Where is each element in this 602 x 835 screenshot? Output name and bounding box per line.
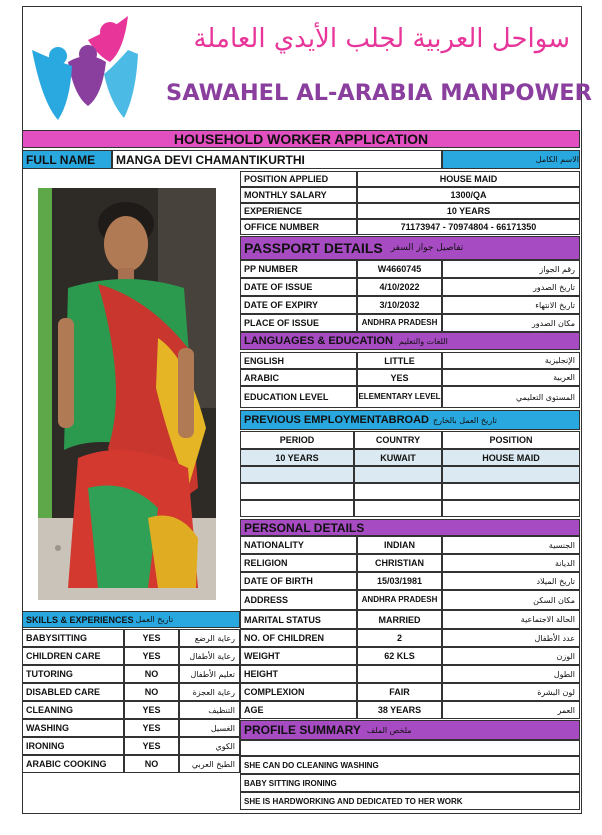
weight-label: WEIGHT bbox=[240, 647, 357, 665]
company-english-name: SAWAHEL AL-ARABIA MANPOWER bbox=[166, 80, 592, 106]
employment-empty-row bbox=[240, 500, 354, 517]
salary-label: MONTHLY SALARY bbox=[240, 187, 357, 203]
experience-value: 10 YEARS bbox=[357, 203, 580, 219]
weight-value: 62 KLS bbox=[357, 647, 442, 665]
employment-empty-row bbox=[442, 500, 580, 517]
employment-empty-row bbox=[240, 483, 354, 500]
religion-arabic: الديانة bbox=[442, 554, 580, 572]
profile-line: BABY SITTING IRONING bbox=[240, 774, 580, 792]
religion-value: CHRISTIAN bbox=[357, 554, 442, 572]
washing-label: WASHING bbox=[22, 719, 124, 737]
personal-heading: PERSONAL DETAILS bbox=[240, 519, 580, 536]
arabic-cooking-arabic: الطبخ العربي bbox=[179, 755, 240, 773]
tutoring-arabic: تعليم الأطفال bbox=[179, 665, 240, 683]
washing-arabic: الغسيل bbox=[179, 719, 240, 737]
skills-heading-text: SKILLS & EXPERIENCES bbox=[26, 614, 134, 625]
age-label: AGE bbox=[240, 701, 357, 719]
childcare-label: CHILDREN CARE bbox=[22, 647, 124, 665]
position-value: HOUSE MAID bbox=[357, 171, 580, 187]
employment-row-country: KUWAIT bbox=[354, 449, 442, 466]
passport-heading bbox=[240, 236, 580, 260]
skills-heading bbox=[22, 611, 240, 628]
arabic-cooking-label: ARABIC COOKING bbox=[22, 755, 124, 773]
issue-place-value: ANDHRA PRADESH bbox=[357, 314, 442, 332]
pp-number-label: PP NUMBER bbox=[240, 260, 357, 278]
address-arabic: مكان السكن bbox=[442, 590, 580, 610]
children-arabic: عدد الأطفال bbox=[442, 629, 580, 647]
employment-empty-row bbox=[240, 466, 354, 483]
languages-heading-arabic: اللغات والتعليم bbox=[398, 336, 448, 346]
profile-heading-arabic: ملخص الملف bbox=[366, 725, 412, 735]
nationality-arabic: الجنسية bbox=[442, 536, 580, 554]
address-value: ANDHRA PRADESH bbox=[357, 590, 442, 610]
profile-line: SHE CAN DO CLEANING WASHING bbox=[240, 756, 580, 774]
employment-row-position: HOUSE MAID bbox=[442, 449, 580, 466]
address-label: ADDRESS bbox=[240, 590, 357, 610]
education-value: ELEMENTARY LEVEL bbox=[357, 386, 442, 408]
office-number-label: OFFICE NUMBER bbox=[240, 219, 357, 235]
religion-label: RELIGION bbox=[240, 554, 357, 572]
complexion-label: COMPLEXION bbox=[240, 683, 357, 701]
arabic-value: YES bbox=[357, 369, 442, 386]
children-label: NO. OF CHILDREN bbox=[240, 629, 357, 647]
disabled-care-label: DISABLED CARE bbox=[22, 683, 124, 701]
issue-place-label: PLACE OF ISSUE bbox=[240, 314, 357, 332]
office-number-value: 71173947 - 70974804 - 66171350 bbox=[357, 219, 580, 235]
childcare-arabic: رعاية الأطفال bbox=[179, 647, 240, 665]
babysitting-label: BABYSITTING bbox=[22, 629, 124, 647]
arabic-cooking-value: NO bbox=[124, 755, 179, 773]
dob-arabic: تاريخ الميلاد bbox=[442, 572, 580, 590]
education-arabic: المستوى التعليمي bbox=[442, 386, 580, 408]
passport-heading-text: PASSPORT DETAILS bbox=[244, 240, 383, 256]
height-label: HEIGHT bbox=[240, 665, 357, 683]
expiry-date-value: 3/10/2032 bbox=[357, 296, 442, 314]
height-arabic: الطول bbox=[442, 665, 580, 683]
employment-heading bbox=[240, 410, 580, 430]
employment-heading-arabic: تاريخ العمل بالخارج bbox=[432, 415, 497, 425]
disabled-care-arabic: رعاية العجزة bbox=[179, 683, 240, 701]
profile-spacer bbox=[240, 740, 580, 756]
arabic-label: ARABIC bbox=[240, 369, 357, 386]
dob-value: 15/03/1981 bbox=[357, 572, 442, 590]
tutoring-value: NO bbox=[124, 665, 179, 683]
childcare-value: YES bbox=[124, 647, 179, 665]
weight-arabic: الوزن bbox=[442, 647, 580, 665]
children-value: 2 bbox=[357, 629, 442, 647]
cleaning-arabic: التنظيف bbox=[179, 701, 240, 719]
age-value: 38 YEARS bbox=[357, 701, 442, 719]
company-arabic-name: سواحل العربية لجلب الأيدي العاملة bbox=[193, 24, 570, 54]
issue-date-arabic: تاريخ الصدور bbox=[442, 278, 580, 296]
full-name-arabic: الاسم الكامل bbox=[442, 150, 580, 169]
employment-empty-row bbox=[442, 466, 580, 483]
employment-col-country: COUNTRY bbox=[354, 431, 442, 449]
complexion-value: FAIR bbox=[357, 683, 442, 701]
languages-heading-text: LANGUAGES & EDUCATION bbox=[244, 335, 393, 347]
employment-row-period: 10 YEARS bbox=[240, 449, 354, 466]
employment-empty-row bbox=[354, 483, 442, 500]
form-title: HOUSEHOLD WORKER APPLICATION bbox=[22, 130, 580, 148]
experience-label: EXPERIENCE bbox=[240, 203, 357, 219]
employment-empty-row bbox=[442, 483, 580, 500]
employment-col-period: PERIOD bbox=[240, 431, 354, 449]
pp-number-value: W4660745 bbox=[357, 260, 442, 278]
english-arabic: الإنجليزية bbox=[442, 352, 580, 369]
skills-heading-arabic: تاريخ العمل bbox=[135, 615, 174, 624]
position-label: POSITION APPLIED bbox=[240, 171, 357, 187]
washing-value: YES bbox=[124, 719, 179, 737]
nationality-value: INDIAN bbox=[357, 536, 442, 554]
passport-heading-arabic: تفاصيل جواز السفر bbox=[390, 243, 464, 253]
salary-value: 1300/QA bbox=[357, 187, 580, 203]
cleaning-label: CLEANING bbox=[22, 701, 124, 719]
employment-col-position: POSITION bbox=[442, 431, 580, 449]
issue-place-arabic: مكان الصدور bbox=[442, 314, 580, 332]
profile-line: SHE IS HARDWORKING AND DEDICATED TO HER WORK bbox=[240, 792, 580, 810]
languages-heading bbox=[240, 332, 580, 350]
full-name-label: FULL NAME bbox=[22, 150, 112, 169]
logo-mark bbox=[28, 10, 146, 125]
ironing-value: YES bbox=[124, 737, 179, 755]
english-value: LITTLE bbox=[357, 352, 442, 369]
ironing-arabic: الكوي bbox=[179, 737, 240, 755]
marital-status-arabic: الحالة الاجتماعية bbox=[442, 610, 580, 629]
arabic-arabic: العربية bbox=[442, 369, 580, 386]
employment-heading-text: PREVIOUS EMPLOYMENTABROAD bbox=[244, 414, 429, 426]
disabled-care-value: NO bbox=[124, 683, 179, 701]
employment-empty-row bbox=[354, 466, 442, 483]
age-arabic: العمر bbox=[442, 701, 580, 719]
applicant-photo bbox=[38, 188, 216, 600]
education-label: EDUCATION LEVEL bbox=[240, 386, 357, 408]
pp-number-arabic: رقم الجواز bbox=[442, 260, 580, 278]
height-value bbox=[357, 665, 442, 683]
profile-heading-text: PROFILE SUMMARY bbox=[244, 723, 361, 737]
babysitting-arabic: رعاية الرضع bbox=[179, 629, 240, 647]
nationality-label: NATIONALITY bbox=[240, 536, 357, 554]
employment-empty-row bbox=[354, 500, 442, 517]
profile-heading bbox=[240, 720, 580, 740]
expiry-date-label: DATE OF EXPIRY bbox=[240, 296, 357, 314]
full-name-value: MANGA DEVI CHAMANTIKURTHI bbox=[112, 150, 442, 169]
complexion-arabic: لون البشرة bbox=[442, 683, 580, 701]
issue-date-value: 4/10/2022 bbox=[357, 278, 442, 296]
dob-label: DATE OF BIRTH bbox=[240, 572, 357, 590]
marital-status-value: MARRIED bbox=[357, 610, 442, 629]
issue-date-label: DATE OF ISSUE bbox=[240, 278, 357, 296]
ironing-label: IRONING bbox=[22, 737, 124, 755]
english-label: ENGLISH bbox=[240, 352, 357, 369]
cleaning-value: YES bbox=[124, 701, 179, 719]
babysitting-value: YES bbox=[124, 629, 179, 647]
tutoring-label: TUTORING bbox=[22, 665, 124, 683]
expiry-date-arabic: تاريخ الانتهاء bbox=[442, 296, 580, 314]
marital-status-label: MARITAL STATUS bbox=[240, 610, 357, 629]
